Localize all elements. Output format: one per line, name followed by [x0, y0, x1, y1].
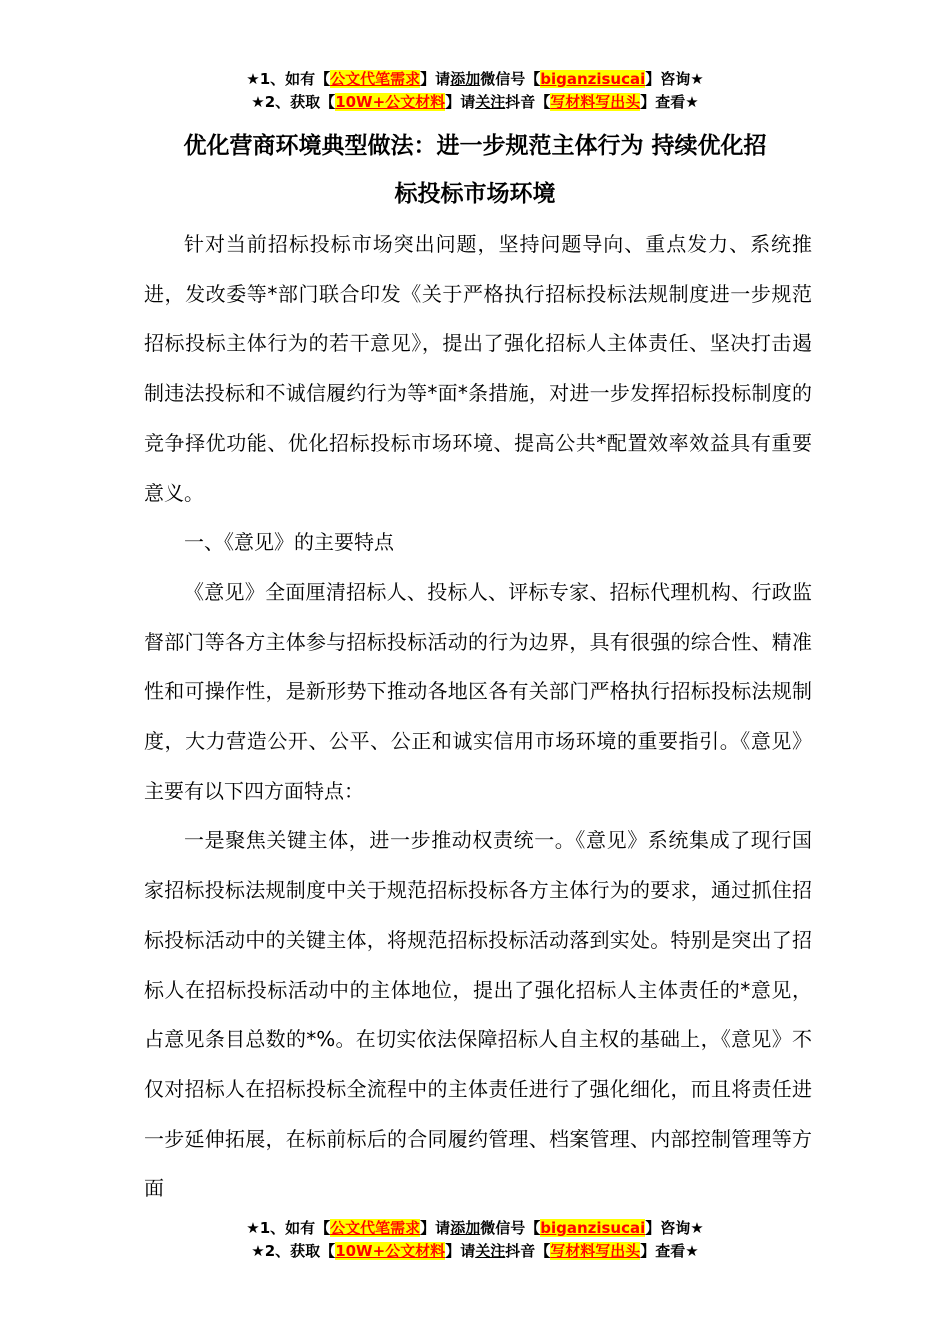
title-line-2: 标投标市场环境: [394, 181, 556, 207]
highlight-service: 公文代笔需求: [330, 70, 421, 88]
highlight-service: 公文代笔需求: [330, 1219, 421, 1237]
paragraph-features: 《意见》全面厘清招标人、投标人、评标专家、招标代理机构、行政监督部门等各方主体参与招标投标活动的行为边界，具有很强的综合性、精准性和可操作性，是新形势下推动各地区各有关部门严格执行招标投标法规制度，大力营造公开、公平、公正和诚实信用市场环境的重要指引。《意见》主要有以下四方面特点：: [144, 579, 812, 803]
banner-text: 】请: [445, 1242, 476, 1260]
highlight-materials: 10W+公文材料: [335, 1242, 446, 1260]
paragraph-intro: 针对当前招标投标市场突出问题，坚持问题导向、重点发力、系统推进，发改委等*部门联合印发《关于严格执行招标投标法规制度进一步规范招标投标主体行为的若干意见》，提出了强化招标人主体责任、坚决打击遏制违法投标和不诚信履约行为等*面*条措施，对进一步发挥招标投标制度的竞争择优功能、优化招标投标市场环境、提高公共*配置效率效益具有重要意义。: [144, 232, 812, 505]
douyin-account[interactable]: 写材料写出头: [550, 93, 641, 111]
banner-line-2: [0, 91, 950, 114]
banner-text: ★2、获取【: [251, 93, 336, 111]
banner-line-1: [0, 1217, 950, 1240]
highlight-materials: 10W+公文材料: [335, 93, 446, 111]
banner-text: 微信号【: [480, 70, 541, 88]
douyin-account[interactable]: 写材料写出头: [550, 1242, 641, 1260]
banner-text: 抖音【: [505, 93, 551, 111]
banner-line-1: [0, 68, 950, 91]
banner-text: 抖音【: [505, 1242, 551, 1260]
banner-text: 微信号【: [480, 1219, 541, 1237]
banner-text: ★1、如有【: [246, 70, 331, 88]
section-heading: 一、《意见》的主要特点: [184, 530, 394, 555]
title-line-1: 优化营商环境典型做法：进一步规范主体行为 持续优化招: [183, 133, 767, 159]
document-title: [0, 122, 950, 218]
header-banner: [0, 68, 950, 114]
banner-emphasis: 添加: [450, 70, 481, 88]
banner-text: 】请: [420, 1219, 451, 1237]
paragraph-point-one: 一是聚焦关键主体，进一步推动权责统一。《意见》系统集成了现行国家招标投标法规制度中关于规范招标投标各方主体行为的要求，通过抓住招标投标活动中的关键主体，将规范招标投标活动落到实处。特别是突出了招标人在招标投标活动中的主体地位，提出了强化招标人主体责任的*意见，占意见条目总数的*%。在切实依法保障招标人自主权的基础上，《意见》不仅对招标人在招标投标全流程中的主体责任进行了强化细化，而且将责任进一步延伸拓展，在标前标后的合同履约管理、档案管理、内部控制管理等方面: [144, 828, 812, 1201]
banner-text: 】咨询★: [645, 70, 704, 88]
wechat-id[interactable]: biganzisucai: [540, 70, 646, 88]
banner-text: 】请: [420, 70, 451, 88]
banner-text: 】请: [445, 93, 476, 111]
banner-text: ★2、获取【: [251, 1242, 336, 1260]
banner-text: 】查看★: [640, 93, 699, 111]
banner-emphasis: 关注: [475, 1242, 506, 1260]
banner-text: 】咨询★: [645, 1219, 704, 1237]
banner-line-2: [0, 1240, 950, 1263]
banner-emphasis: 添加: [450, 1219, 481, 1237]
document-body: [144, 220, 812, 1214]
banner-text: ★1、如有【: [246, 1219, 331, 1237]
banner-emphasis: 关注: [475, 93, 506, 111]
banner-text: 】查看★: [640, 1242, 699, 1260]
wechat-id[interactable]: biganzisucai: [540, 1219, 646, 1237]
footer-banner: [0, 1217, 950, 1263]
